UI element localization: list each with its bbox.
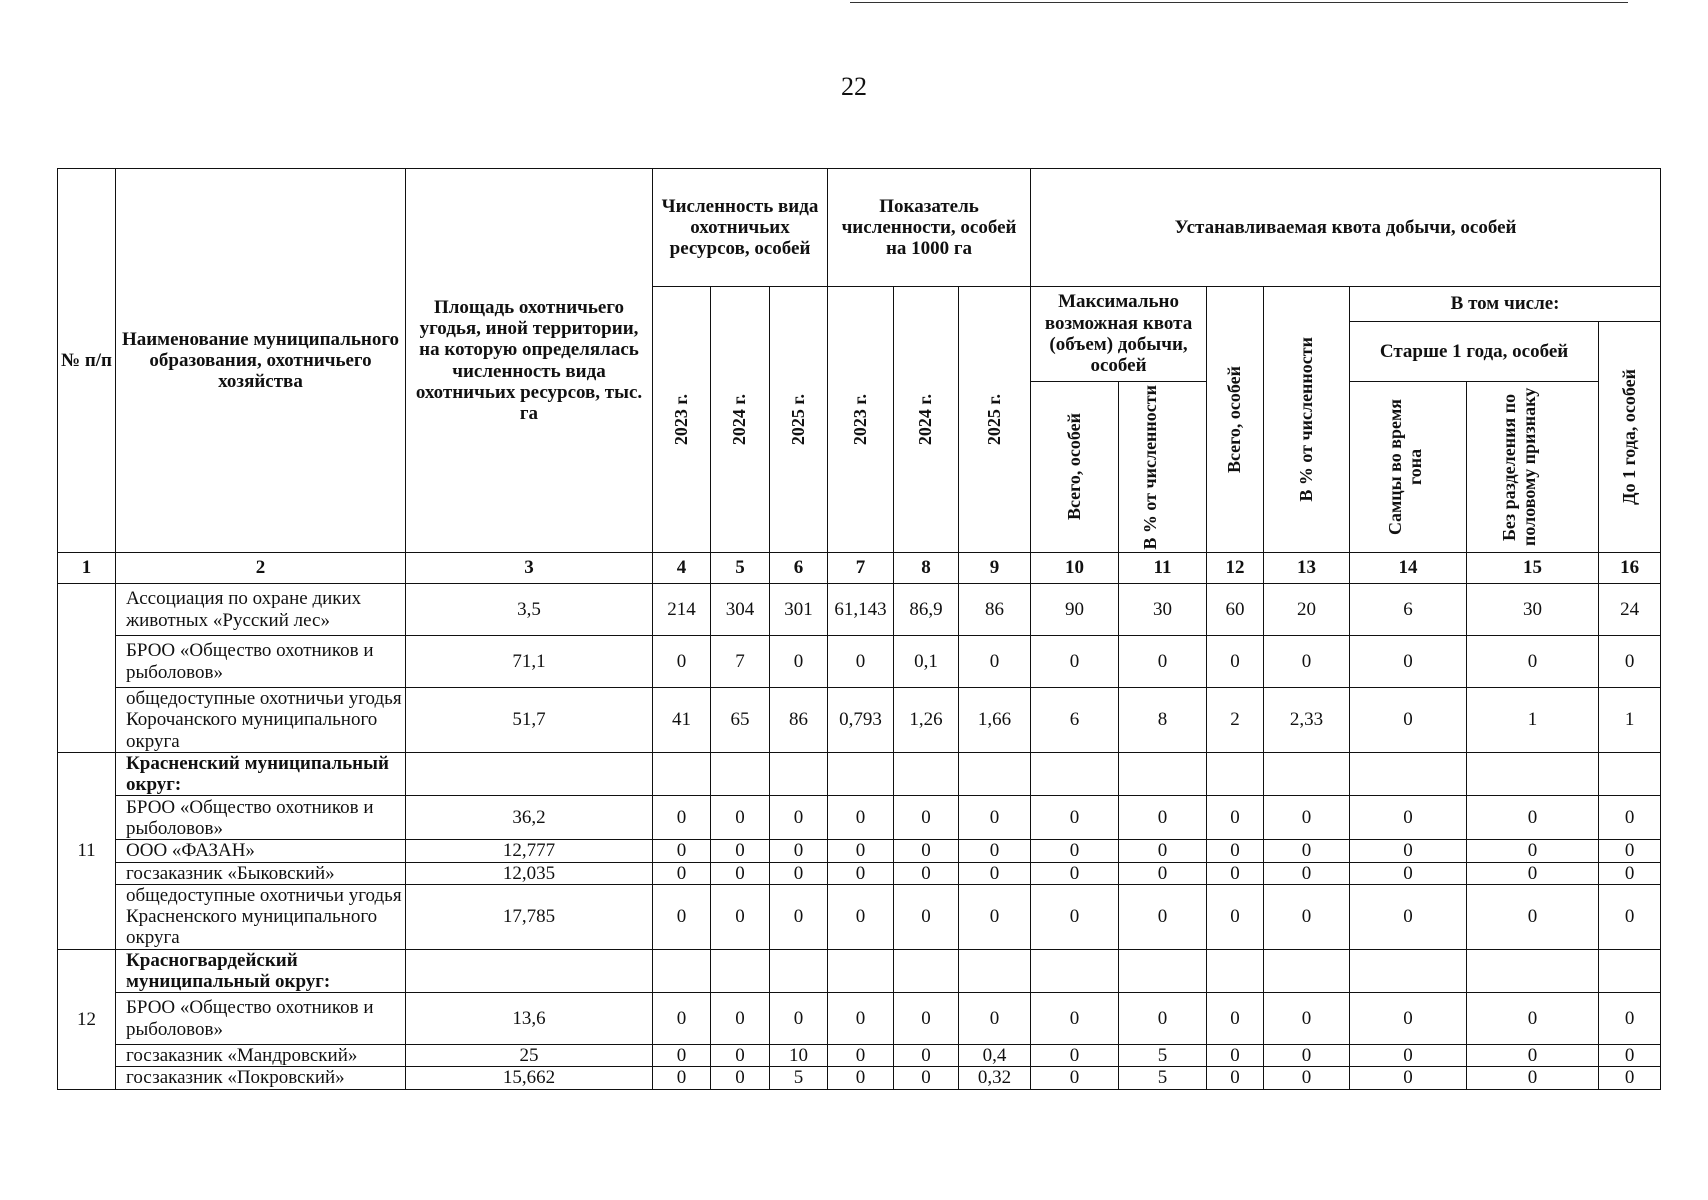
value-cell: 0	[1350, 1045, 1467, 1067]
entity-name: общедоступные охотничьи угодья Красненского муниципального округа	[116, 884, 406, 949]
header-pop-2025: 2025 г.	[787, 393, 808, 446]
value-cell: 0	[1031, 884, 1119, 949]
header-total-2: Всего, особей	[1224, 365, 1245, 474]
value-cell: 0	[653, 1067, 711, 1089]
value-cell: 12,777	[406, 840, 653, 862]
entity-name: госзаказник «Быковский»	[116, 862, 406, 884]
value-cell	[959, 752, 1031, 796]
value-cell: 0	[711, 796, 770, 840]
value-cell: 0	[770, 636, 828, 688]
entity-name: БРОО «Общество охотников и рыболовов»	[116, 796, 406, 840]
value-cell: 0	[653, 840, 711, 862]
value-cell	[1467, 752, 1599, 796]
value-cell: 0	[1264, 862, 1350, 884]
value-cell: 0	[959, 796, 1031, 840]
column-number: 13	[1264, 553, 1350, 584]
column-number: 15	[1467, 553, 1599, 584]
value-cell: 214	[653, 584, 711, 636]
value-cell: 0	[1207, 862, 1264, 884]
header-name: Наименование муниципального образования, охотничьего хозяйства	[116, 169, 406, 553]
value-cell: 12,035	[406, 862, 653, 884]
value-cell: 0	[1031, 636, 1119, 688]
value-cell: 2,33	[1264, 688, 1350, 753]
column-number: 14	[1350, 553, 1467, 584]
value-cell: 86,9	[894, 584, 959, 636]
table-row	[58, 636, 1661, 688]
value-cell: 0	[1264, 636, 1350, 688]
value-cell: 5	[770, 1067, 828, 1089]
value-cell: 0	[653, 862, 711, 884]
value-cell	[894, 949, 959, 993]
value-cell: 8	[1119, 688, 1207, 753]
value-cell: 2	[1207, 688, 1264, 753]
column-number: 3	[406, 553, 653, 584]
value-cell: 0	[1264, 993, 1350, 1045]
value-cell: 5	[1119, 1045, 1207, 1067]
entity-name: БРОО «Общество охотников и рыболовов»	[116, 993, 406, 1045]
value-cell: 0	[653, 1045, 711, 1067]
value-cell: 0	[1031, 840, 1119, 862]
value-cell: 0	[770, 884, 828, 949]
value-cell: 0	[653, 636, 711, 688]
value-cell: 0	[1207, 796, 1264, 840]
entity-name: общедоступные охотничьи угодья Корочанского муниципального округа	[116, 688, 406, 753]
table-row	[58, 1067, 1661, 1089]
header-max-quota: Максимально возможная квота (объем) добычи, особей	[1031, 287, 1207, 382]
value-cell: 0	[1119, 884, 1207, 949]
value-cell: 51,7	[406, 688, 653, 753]
value-cell: 0	[894, 862, 959, 884]
value-cell: 71,1	[406, 636, 653, 688]
header-older: Старше 1 года, особей	[1350, 322, 1599, 382]
value-cell: 0	[1467, 1067, 1599, 1089]
section-name: Красногвардейский муниципальный округ:	[116, 949, 406, 993]
value-cell: 0	[1207, 1045, 1264, 1067]
header-pop-2023: 2023 г.	[670, 393, 691, 446]
entity-name: госзаказник «Покровский»	[116, 1067, 406, 1089]
value-cell: 30	[1467, 584, 1599, 636]
entity-name: Ассоциация по охране диких животных «Русский лес»	[116, 584, 406, 636]
value-cell: 60	[1207, 584, 1264, 636]
value-cell: 0	[1119, 840, 1207, 862]
value-cell: 25	[406, 1045, 653, 1067]
value-cell: 0	[1031, 1067, 1119, 1089]
value-cell: 0	[653, 884, 711, 949]
value-cell	[1467, 949, 1599, 993]
value-cell: 1	[1599, 688, 1661, 753]
value-cell	[653, 949, 711, 993]
value-cell: 0	[1350, 993, 1467, 1045]
value-cell: 0	[653, 993, 711, 1045]
value-cell: 5	[1119, 1067, 1207, 1089]
header-including: В том числе:	[1350, 287, 1661, 322]
column-number: 4	[653, 553, 711, 584]
header-density-2025: 2025 г.	[983, 393, 1004, 446]
value-cell: 0	[1350, 862, 1467, 884]
value-cell: 0	[828, 636, 894, 688]
value-cell	[1599, 752, 1661, 796]
value-cell: 0	[1350, 796, 1467, 840]
value-cell: 0	[1599, 1067, 1661, 1089]
value-cell: 0	[828, 1067, 894, 1089]
header-under1: До 1 года, особей	[1618, 369, 1639, 505]
value-cell	[1350, 949, 1467, 993]
value-cell: 0	[1207, 636, 1264, 688]
value-cell: 3,5	[406, 584, 653, 636]
page-number: 22	[841, 72, 867, 101]
value-cell: 0	[711, 993, 770, 1045]
column-number: 8	[894, 553, 959, 584]
value-cell: 65	[711, 688, 770, 753]
value-cell: 86	[770, 688, 828, 753]
column-number: 1	[58, 553, 116, 584]
column-number: 10	[1031, 553, 1119, 584]
top-rule	[850, 2, 1628, 3]
value-cell: 0	[770, 993, 828, 1045]
column-number: 12	[1207, 553, 1264, 584]
value-cell: 0,4	[959, 1045, 1031, 1067]
value-cell: 0	[1264, 1045, 1350, 1067]
entity-name: ООО «ФАЗАН»	[116, 840, 406, 862]
value-cell: 90	[1031, 584, 1119, 636]
value-cell	[1031, 752, 1119, 796]
row-number: 11	[58, 752, 116, 949]
value-cell: 6	[1031, 688, 1119, 753]
column-number: 6	[770, 553, 828, 584]
value-cell: 0	[1467, 636, 1599, 688]
value-cell: 0	[1599, 884, 1661, 949]
value-cell	[1350, 752, 1467, 796]
value-cell: 0,1	[894, 636, 959, 688]
value-cell: 61,143	[828, 584, 894, 636]
entity-name: БРОО «Общество охотников и рыболовов»	[116, 636, 406, 688]
column-number: 16	[1599, 553, 1661, 584]
value-cell: 0	[1467, 796, 1599, 840]
table-body	[58, 584, 1661, 1090]
value-cell	[770, 752, 828, 796]
value-cell: 0	[1599, 993, 1661, 1045]
value-cell: 0	[828, 993, 894, 1045]
value-cell: 0	[1599, 1045, 1661, 1067]
table-row	[58, 584, 1661, 636]
value-cell	[711, 752, 770, 796]
value-cell: 0	[894, 796, 959, 840]
value-cell: 0	[1350, 840, 1467, 862]
value-cell: 0	[770, 862, 828, 884]
value-cell: 0	[828, 884, 894, 949]
table-row	[58, 884, 1661, 949]
value-cell: 1,66	[959, 688, 1031, 753]
value-cell: 0	[1207, 993, 1264, 1045]
value-cell: 0	[1207, 1067, 1264, 1089]
value-cell	[1599, 949, 1661, 993]
value-cell: 36,2	[406, 796, 653, 840]
value-cell	[1031, 949, 1119, 993]
value-cell: 0	[1031, 1045, 1119, 1067]
value-cell	[770, 949, 828, 993]
header-max-total: Всего, особей	[1063, 413, 1084, 521]
value-cell: 301	[770, 584, 828, 636]
value-cell: 20	[1264, 584, 1350, 636]
value-cell: 0	[1467, 862, 1599, 884]
column-number: 5	[711, 553, 770, 584]
value-cell: 1,26	[894, 688, 959, 753]
value-cell	[894, 752, 959, 796]
value-cell: 0	[959, 636, 1031, 688]
value-cell: 7	[711, 636, 770, 688]
section-name: Красненский муниципальный округ:	[116, 752, 406, 796]
value-cell: 0	[1467, 993, 1599, 1045]
entity-name: госзаказник «Мандровский»	[116, 1045, 406, 1067]
value-cell	[1119, 752, 1207, 796]
header-pop-2024: 2024 г.	[729, 393, 750, 446]
value-cell: 0,793	[828, 688, 894, 753]
value-cell: 41	[653, 688, 711, 753]
value-cell: 86	[959, 584, 1031, 636]
header-max-pct: В % от численности	[1139, 384, 1160, 550]
value-cell: 0	[1467, 884, 1599, 949]
value-cell: 0	[959, 993, 1031, 1045]
value-cell: 0	[894, 993, 959, 1045]
value-cell: 0	[959, 840, 1031, 862]
section-row	[58, 949, 1661, 993]
value-cell: 0,32	[959, 1067, 1031, 1089]
value-cell: 0	[1599, 796, 1661, 840]
value-cell	[1207, 949, 1264, 993]
header-males: Самцы во время гона	[1385, 399, 1425, 536]
value-cell: 0	[894, 884, 959, 949]
header-population: Численность вида охотничьих ресурсов, особей	[653, 169, 828, 287]
value-cell: 0	[1599, 862, 1661, 884]
value-cell: 0	[1031, 993, 1119, 1045]
value-cell: 0	[653, 796, 711, 840]
value-cell: 0	[1031, 796, 1119, 840]
value-cell	[1207, 752, 1264, 796]
value-cell: 0	[1264, 1067, 1350, 1089]
value-cell: 0	[894, 1067, 959, 1089]
value-cell: 0	[1207, 840, 1264, 862]
value-cell: 0	[1119, 993, 1207, 1045]
value-cell: 13,6	[406, 993, 653, 1045]
column-number: 7	[828, 553, 894, 584]
value-cell: 17,785	[406, 884, 653, 949]
header-density: Показатель численности, особей на 1000 га	[828, 169, 1031, 287]
value-cell: 0	[959, 884, 1031, 949]
value-cell: 0	[1350, 688, 1467, 753]
column-number: 2	[116, 553, 406, 584]
value-cell: 0	[1119, 636, 1207, 688]
value-cell: 0	[711, 884, 770, 949]
value-cell: 0	[1599, 840, 1661, 862]
value-cell: 0	[1207, 884, 1264, 949]
column-number: 9	[959, 553, 1031, 584]
value-cell: 24	[1599, 584, 1661, 636]
value-cell: 0	[894, 1045, 959, 1067]
value-cell: 0	[1350, 636, 1467, 688]
column-number: 11	[1119, 553, 1207, 584]
row-number	[58, 584, 116, 753]
header-num: № п/п	[58, 169, 116, 553]
value-cell: 0	[711, 840, 770, 862]
value-cell: 0	[1119, 796, 1207, 840]
value-cell: 0	[894, 840, 959, 862]
value-cell: 0	[828, 1045, 894, 1067]
value-cell: 6	[1350, 584, 1467, 636]
quota-table	[57, 168, 1661, 1090]
value-cell: 0	[1467, 1045, 1599, 1067]
value-cell	[653, 752, 711, 796]
table-row	[58, 862, 1661, 884]
header-no-sex: Без разделения по половому признаку	[1498, 387, 1539, 547]
value-cell	[1264, 752, 1350, 796]
value-cell: 0	[711, 1067, 770, 1089]
value-cell: 0	[828, 796, 894, 840]
value-cell: 10	[770, 1045, 828, 1067]
table-row	[58, 688, 1661, 753]
value-cell: 0	[1599, 636, 1661, 688]
header-pct-2: В % от численности	[1295, 337, 1316, 502]
value-cell	[959, 949, 1031, 993]
value-cell: 30	[1119, 584, 1207, 636]
column-number-row	[58, 553, 1661, 584]
value-cell: 0	[770, 796, 828, 840]
value-cell: 0	[1031, 862, 1119, 884]
table-row	[58, 1045, 1661, 1067]
row-number: 12	[58, 949, 116, 1089]
header-density-2023: 2023 г.	[849, 393, 870, 446]
value-cell	[828, 752, 894, 796]
value-cell: 0	[711, 1045, 770, 1067]
value-cell: 1	[1467, 688, 1599, 753]
value-cell: 0	[1350, 884, 1467, 949]
value-cell: 0	[1264, 796, 1350, 840]
value-cell: 0	[1264, 884, 1350, 949]
table-row	[58, 796, 1661, 840]
value-cell: 0	[1467, 840, 1599, 862]
value-cell: 0	[711, 862, 770, 884]
value-cell	[406, 752, 653, 796]
value-cell: 15,662	[406, 1067, 653, 1089]
value-cell	[711, 949, 770, 993]
value-cell: 0	[770, 840, 828, 862]
value-cell: 0	[1119, 862, 1207, 884]
value-cell: 0	[828, 840, 894, 862]
header-area: Площадь охотничьего угодья, иной территории, на которую определялась численность вида охотничьих ресурсов, тыс. га	[406, 169, 653, 553]
value-cell	[828, 949, 894, 993]
value-cell	[1119, 949, 1207, 993]
header-density-2024: 2024 г.	[915, 393, 936, 446]
value-cell: 0	[828, 862, 894, 884]
value-cell: 304	[711, 584, 770, 636]
value-cell	[1264, 949, 1350, 993]
value-cell	[406, 949, 653, 993]
section-row	[58, 752, 1661, 796]
value-cell: 0	[1264, 840, 1350, 862]
value-cell: 0	[959, 862, 1031, 884]
value-cell: 0	[1350, 1067, 1467, 1089]
table-row	[58, 993, 1661, 1045]
table-row	[58, 840, 1661, 862]
header-quota: Устанавливаемая квота добычи, особей	[1031, 169, 1661, 287]
